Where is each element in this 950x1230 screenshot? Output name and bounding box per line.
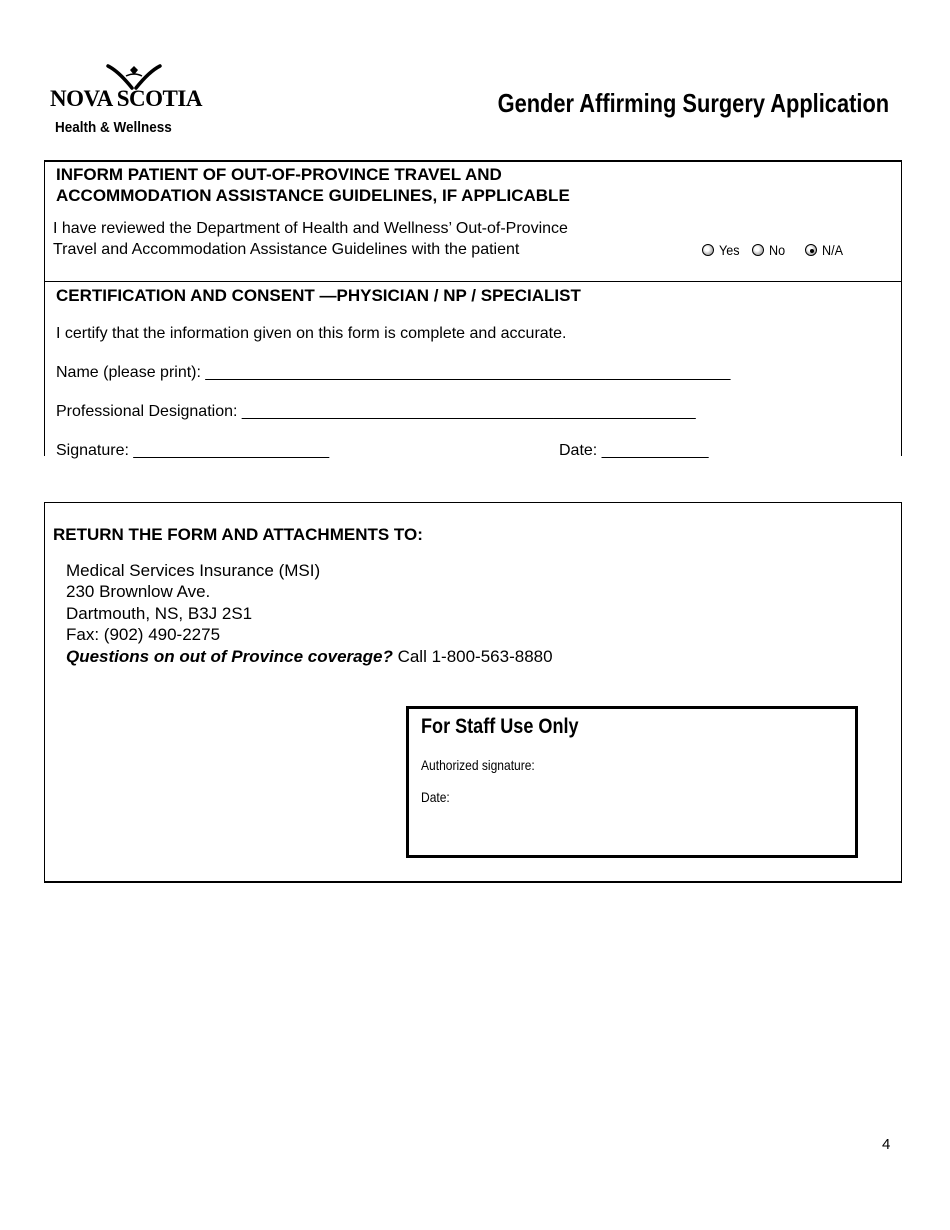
address-line2: 230 Brownlow Ave. xyxy=(66,582,211,601)
logo-wordmark: NOVA SCOTIA xyxy=(50,86,202,111)
address-line3: Dartmouth, NS, B3J 2S1 xyxy=(66,604,253,623)
certification-statement: I certify that the information given on this form is complete and accurate. xyxy=(56,325,567,342)
page-title: Gender Affirming Surgery Application xyxy=(497,88,889,118)
staff-date-label: Date: xyxy=(421,789,450,805)
page-number: 4 xyxy=(882,1136,891,1153)
staff-use-title: For Staff Use Only xyxy=(421,715,579,738)
professional-designation-field[interactable]: Professional Designation: ___________________________________________________ xyxy=(56,403,696,420)
radio-circle-icon xyxy=(752,244,764,256)
travel-statement-line1: I have reviewed the Department of Health and Wellness’ Out-of-Province xyxy=(53,220,568,237)
travel-heading-line2: ACCOMMODATION ASSISTANCE GUIDELINES, IF APPLICABLE xyxy=(56,186,570,205)
staff-use-box xyxy=(406,706,858,858)
radio-no-label: No xyxy=(769,242,786,258)
address-line1: Medical Services Insurance (MSI) xyxy=(66,561,321,580)
department-name: Health & Wellness xyxy=(55,119,172,136)
authorized-signature-label: Authorized signature: xyxy=(421,757,535,773)
coverage-phone: Call 1-800-563-8880 xyxy=(392,647,553,666)
travel-heading-line1: INFORM PATIENT OF OUT-OF-PROVINCE TRAVEL AND xyxy=(56,165,502,184)
fax-number: Fax: (902) 490-2275 xyxy=(66,625,221,644)
certification-heading: CERTIFICATION AND CONSENT —PHYSICIAN / NP / SPECIALIST xyxy=(56,286,581,305)
radio-yes-label: Yes xyxy=(719,242,740,258)
coverage-question-bold: Questions on out of Province coverage? xyxy=(66,647,393,666)
radio-circle-icon xyxy=(702,244,714,256)
name-print-field[interactable]: Name (please print): ___________________________________________________________ xyxy=(56,364,731,381)
radio-na-label: N/A xyxy=(822,242,844,258)
date-field[interactable]: Date: ____________ xyxy=(559,442,709,459)
travel-statement-line2: Travel and Accommodation Assistance Guidelines with the patient xyxy=(53,241,520,258)
nova-scotia-logo xyxy=(50,64,230,144)
coverage-question xyxy=(66,647,553,667)
radio-selected-icon xyxy=(805,244,817,256)
section-divider xyxy=(44,281,902,282)
signature-field[interactable]: Signature: ______________________ xyxy=(56,442,330,459)
return-heading: RETURN THE FORM AND ATTACHMENTS TO: xyxy=(53,525,423,544)
